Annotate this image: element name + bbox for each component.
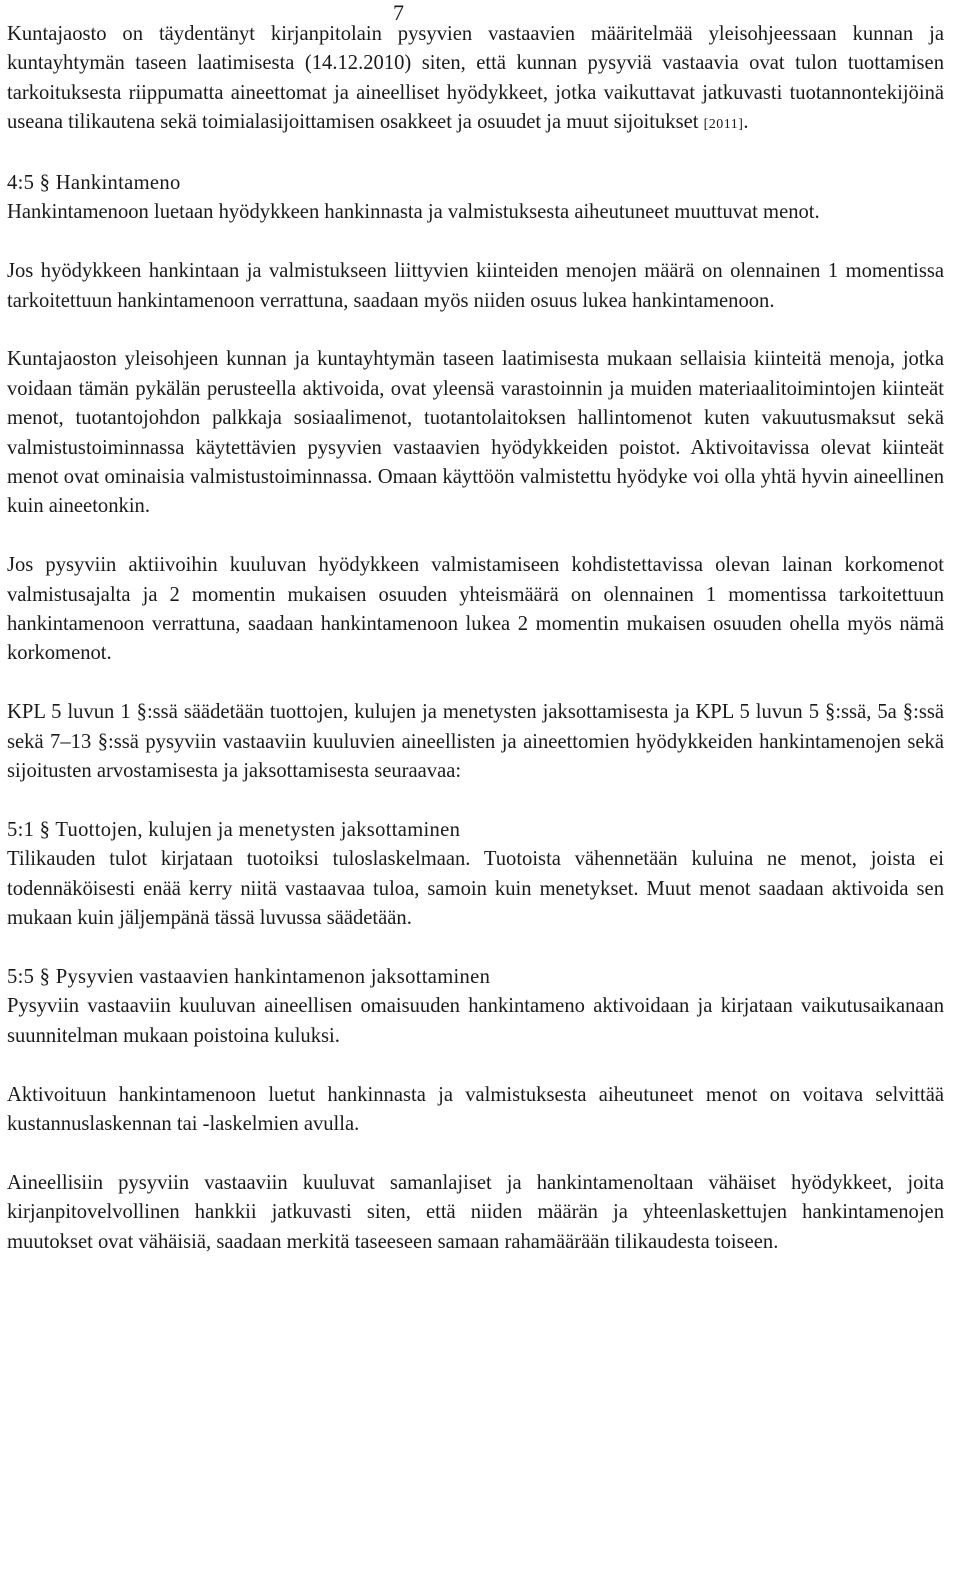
paragraph-text: Pysyviin vastaaviin kuuluvan aineellisen omaisuuden hankintameno aktivoidaan ja kirjataan vaikutusaikanaan suunnitelman mukaan poistoina kuluksi.: [7, 995, 944, 1047]
reference-tag: [2011]: [703, 117, 744, 133]
section-heading: 4:5 § Hankintameno: [7, 172, 181, 195]
section-heading: 5:5 § Pysyvien vastaavien hankintamenon jaksottaminen: [7, 965, 491, 988]
section-5-5: [7, 963, 944, 1051]
page-number: 7: [393, 0, 404, 25]
paragraph-4: Kuntajaoston yleisohjeen kunnan ja kuntayhtymän taseen laatimisesta mukaan sellaisia kiinteitä menoja, jotka voidaan tämän pykälän perusteella aktivoida, ovat yleensä varastoinnin ja muiden materiaalitoimintojen kiinteät menot, tuotantojohdon palkkaja sosiaalimenot, tuotantolaitoksen hallintomenot kuten vakuutusmaksut sekä valmistustoiminnassa käytettävien pysyvien vastaavien hyödykkeiden poistot. Aktivoitavissa olevat kiinteät menot ovat ominaisia valmistustoiminnassa. Omaan käyttöön valmistettu hyödyke voi olla yhtä hyvin aineellinen kuin aineetonkin.: [7, 348, 944, 518]
paragraph-text: Kuntajaosto on täydentänyt kirjanpitolain pysyvien vastaavien määritelmää yleisohjeessaan kunnan ja kuntayhtymän taseen laatimisesta (14.12.2010) siten, että kunnan pysyviä vastaavia ovat tulon tuottamisen tarkoituksesta riippumatta aineettomat ja aineelliset hyödykkeet, jotka vaikuttavat jatkuvasti tuotannontekijöinä useana tilikautena sekä toimialasijoittamisen osakkeet ja osuudet ja muut sijoitukset: [7, 23, 944, 134]
document-body: [7, 20, 944, 1257]
paragraph-9: Aktivoituun hankintamenoon luetut hankinnasta ja valmistuksesta aiheutuneet menot on voitava selvittää kustannuslaskennan tai -laskelmien avulla.: [7, 1083, 944, 1135]
section-5-1: [7, 816, 944, 934]
paragraph-3: Jos hyödykkeen hankintaan ja valmistukseen liittyvien kiinteiden menojen määrä on olennainen 1 momentissa tarkoitettuun hankintamenoon verrattuna, saadaan myös niiden osuus lukea hankintamenoon.: [7, 260, 944, 312]
paragraph-text: Hankintamenoon luetaan hyödykkeen hankinnasta ja valmistuksesta aiheutuneet muuttuvat menot.: [7, 201, 820, 224]
paragraph-6: KPL 5 luvun 1 §:ssä säädetään tuottojen, kulujen ja menetysten jaksottamisesta ja KPL 5 luvun 5 §:ssä, 5a §:ssä sekä 7–13 §:ssä pysyviin vastaaviin kuuluvien aineellisten ja aineettomien hyödykkeiden hankintamenojen sekä sijoitusten arvostamisesta ja jaksottamisesta seuraavaa:: [7, 701, 944, 783]
paragraph-10: Aineellisiin pysyviin vastaaviin kuuluvat samanlajiset ja hankintamenoltaan vähäiset hyödykkeet, joita kirjanpitovelvollinen hankkii jatkuvasti siten, että niiden määrän ja yhteenlaskettujen hankintamenojen muutokset ovat vähäisiä, saadaan merkitä taseeseen samaan rahamäärään tilikaudesta toiseen.: [7, 1171, 944, 1253]
paragraph-end: .: [743, 111, 749, 134]
section-4-5: [7, 169, 944, 228]
section-heading: 5:1 § Tuottojen, kulujen ja menetysten jaksottaminen: [7, 818, 461, 841]
paragraph-1: [7, 20, 944, 140]
paragraph-5: Jos pysyviin aktiivoihin kuuluvan hyödykkeen valmistamiseen kohdistettavissa olevan lainan korkomenot valmistusajalta ja 2 momentin mukaisen osuuden yhteismäärä on olennainen 1 momentissa tarkoitettuun hankintamenoon verrattuna, saadaan hankintamenoon lukea 2 momentin mukaisen osuuden ohella myös nämä korkomenot.: [7, 554, 944, 665]
paragraph-text: Tilikauden tulot kirjataan tuotoiksi tuloslaskelmaan. Tuotoista vähennetään kuluina ne menot, joista ei todennäköisesti enää kerry niitä vastaavaa tuloa, samoin kuin menetykset. Muut menot saadaan aktivoida sen mukaan kuin jäljempänä tässä luvussa säädetään.: [7, 848, 944, 930]
